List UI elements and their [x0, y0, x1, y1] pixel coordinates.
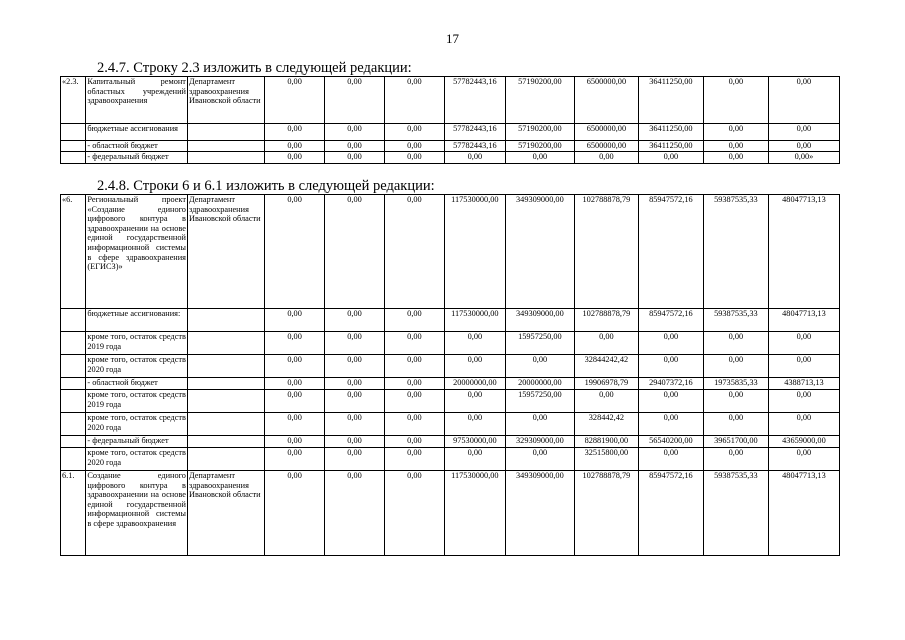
row-value-cell: 0,00	[325, 436, 385, 448]
table-row	[61, 355, 840, 378]
row-value-cell: 57782443,16	[444, 141, 505, 152]
row-value-cell: 15957250,00	[505, 390, 574, 413]
row-value-cell: 349309000,00	[505, 195, 574, 309]
row-value-cell: 328442,42	[574, 413, 638, 436]
row-value-cell: 0,00	[265, 309, 325, 332]
row-name-cell: кроме того, остаток средств 2020 года	[86, 355, 188, 378]
row-value-cell: 0,00	[325, 124, 385, 141]
row-value-cell: 57190200,00	[505, 77, 574, 124]
row-value-cell: 59387535,33	[703, 471, 768, 556]
row-value-cell: 0,00	[703, 413, 768, 436]
row-value-cell: 56540200,00	[638, 436, 703, 448]
table-row	[61, 448, 840, 471]
row-value-cell: 0,00	[768, 77, 839, 124]
row-value-cell: 0,00	[384, 332, 444, 355]
row-value-cell: 0,00	[325, 152, 385, 164]
row-value-cell: 0,00	[325, 141, 385, 152]
row-executor-cell	[187, 309, 264, 332]
row-value-cell: 0,00	[265, 332, 325, 355]
row-value-cell: 0,00	[384, 448, 444, 471]
row-value-cell: 329309000,00	[505, 436, 574, 448]
row-value-cell: 48047713,13	[768, 195, 839, 309]
row-value-cell: 0,00	[768, 332, 839, 355]
row-value-cell: 43659000,00	[768, 436, 839, 448]
row-value-cell: 0,00	[384, 152, 444, 164]
table-row	[61, 413, 840, 436]
row-value-cell: 0,00»	[768, 152, 839, 164]
row-value-cell: 48047713,13	[768, 471, 839, 556]
row-value-cell: 0,00	[638, 413, 703, 436]
row-number-cell: 6.1.	[61, 471, 86, 556]
row-value-cell: 0,00	[703, 124, 768, 141]
row-value-cell: 0,00	[768, 448, 839, 471]
row-value-cell: 0,00	[265, 77, 325, 124]
row-value-cell: 0,00	[325, 195, 385, 309]
row-value-cell: 19735835,33	[703, 378, 768, 390]
table-row	[61, 195, 840, 309]
row-value-cell: 0,00	[384, 77, 444, 124]
row-number-cell	[61, 355, 86, 378]
row-value-cell: 0,00	[444, 390, 505, 413]
row-value-cell: 29407372,16	[638, 378, 703, 390]
row-executor-cell	[187, 124, 264, 141]
row-value-cell: 0,00	[265, 152, 325, 164]
row-value-cell: 0,00	[444, 332, 505, 355]
row-executor-cell	[187, 332, 264, 355]
row-executor-cell: Департамент здравоохранения Ивановской области	[187, 195, 264, 309]
row-value-cell: 0,00	[384, 141, 444, 152]
row-number-cell	[61, 413, 86, 436]
row-name-cell: бюджетные ассигнования	[86, 124, 188, 141]
row-executor-cell	[187, 448, 264, 471]
row-value-cell: 20000000,00	[505, 378, 574, 390]
row-value-cell: 0,00	[325, 309, 385, 332]
row-value-cell: 117530000,00	[444, 309, 505, 332]
row-number-cell	[61, 309, 86, 332]
row-number-cell	[61, 152, 86, 164]
row-value-cell: 0,00	[703, 152, 768, 164]
row-executor-cell	[187, 378, 264, 390]
row-value-cell: 0,00	[703, 390, 768, 413]
row-name-cell: - областной бюджет	[86, 378, 188, 390]
table-row	[61, 152, 840, 164]
row-number-cell: «6.	[61, 195, 86, 309]
row-number-cell: «2.3.	[61, 77, 86, 124]
row-value-cell: 32844242,42	[574, 355, 638, 378]
section-heading-2-4-8: 2.4.8. Строки 6 и 6.1 изложить в следующей редакции:	[97, 178, 435, 194]
row-value-cell: 0,00	[703, 355, 768, 378]
row-number-cell	[61, 332, 86, 355]
page-number: 17	[446, 31, 459, 46]
row-value-cell: 0,00	[265, 471, 325, 556]
row-value-cell: 0,00	[505, 152, 574, 164]
row-value-cell: 97530000,00	[444, 436, 505, 448]
table-row	[61, 471, 840, 556]
row-value-cell: 85947572,16	[638, 471, 703, 556]
table-rows-6-6-1	[60, 194, 840, 556]
row-value-cell: 0,00	[638, 448, 703, 471]
row-number-cell	[61, 141, 86, 152]
row-executor-cell	[187, 355, 264, 378]
row-name-cell: Создание единого цифрового контура в здравоохранении на основе единой государственной информационной системы в сфере здравоохранения	[86, 471, 188, 556]
row-value-cell: 85947572,16	[638, 309, 703, 332]
row-value-cell: 349309000,00	[505, 471, 574, 556]
row-value-cell: 0,00	[703, 332, 768, 355]
table-row	[61, 390, 840, 413]
row-executor-cell	[187, 436, 264, 448]
row-name-cell: кроме того, остаток средств 2020 года	[86, 413, 188, 436]
row-executor-cell	[187, 390, 264, 413]
row-value-cell: 0,00	[703, 141, 768, 152]
row-value-cell: 117530000,00	[444, 471, 505, 556]
row-executor-cell	[187, 141, 264, 152]
row-name-cell: - федеральный бюджет	[86, 436, 188, 448]
row-value-cell: 0,00	[638, 390, 703, 413]
row-value-cell: 0,00	[444, 152, 505, 164]
row-value-cell: 0,00	[265, 355, 325, 378]
row-value-cell: 0,00	[265, 378, 325, 390]
row-value-cell: 0,00	[325, 355, 385, 378]
table-row	[61, 77, 840, 124]
row-value-cell: 59387535,33	[703, 309, 768, 332]
row-value-cell: 0,00	[265, 141, 325, 152]
row-value-cell: 0,00	[325, 390, 385, 413]
row-value-cell: 6500000,00	[574, 141, 638, 152]
row-value-cell: 82881900,00	[574, 436, 638, 448]
row-value-cell: 0,00	[505, 448, 574, 471]
table-row	[61, 124, 840, 141]
row-value-cell: 0,00	[384, 124, 444, 141]
row-value-cell: 6500000,00	[574, 77, 638, 124]
row-number-cell	[61, 436, 86, 448]
row-value-cell: 0,00	[384, 355, 444, 378]
row-value-cell: 39651700,00	[703, 436, 768, 448]
row-value-cell: 0,00	[638, 152, 703, 164]
row-value-cell: 15957250,00	[505, 332, 574, 355]
row-value-cell: 0,00	[384, 390, 444, 413]
row-value-cell: 0,00	[265, 390, 325, 413]
row-value-cell: 0,00	[384, 378, 444, 390]
row-value-cell: 102788878,79	[574, 471, 638, 556]
row-name-cell: кроме того, остаток средств 2019 года	[86, 332, 188, 355]
row-value-cell: 36411250,00	[638, 141, 703, 152]
row-value-cell: 20000000,00	[444, 378, 505, 390]
table-row	[61, 436, 840, 448]
row-executor-cell: Департамент здравоохранения Ивановской области	[187, 471, 264, 556]
row-name-cell: - федеральный бюджет	[86, 152, 188, 164]
row-value-cell: 0,00	[384, 471, 444, 556]
row-value-cell: 57190200,00	[505, 124, 574, 141]
row-value-cell: 349309000,00	[505, 309, 574, 332]
row-value-cell: 117530000,00	[444, 195, 505, 309]
row-value-cell: 0,00	[325, 471, 385, 556]
row-value-cell: 0,00	[505, 355, 574, 378]
row-value-cell: 0,00	[265, 124, 325, 141]
row-value-cell: 0,00	[574, 332, 638, 355]
row-value-cell: 59387535,33	[703, 195, 768, 309]
row-value-cell: 0,00	[768, 124, 839, 141]
table-row	[61, 141, 840, 152]
row-value-cell: 0,00	[384, 309, 444, 332]
row-number-cell	[61, 390, 86, 413]
row-value-cell: 0,00	[638, 332, 703, 355]
row-value-cell: 0,00	[768, 141, 839, 152]
row-value-cell: 57190200,00	[505, 141, 574, 152]
row-value-cell: 6500000,00	[574, 124, 638, 141]
row-value-cell: 0,00	[325, 77, 385, 124]
row-value-cell: 0,00	[444, 355, 505, 378]
row-number-cell	[61, 124, 86, 141]
row-value-cell: 36411250,00	[638, 77, 703, 124]
row-name-cell: кроме того, остаток средств 2019 года	[86, 390, 188, 413]
row-value-cell: 0,00	[703, 77, 768, 124]
section-heading-2-4-7: 2.4.7. Строку 2.3 изложить в следующей редакции:	[97, 60, 412, 76]
row-name-cell: Капитальный ремонт областных учреждений здравоохранения	[86, 77, 188, 124]
row-name-cell: Региональный проект «Создание единого цифрового контура в здравоохранении на основе единой государственной информационной системы в сфере здравоохранения (ЕГИСЗ)»	[86, 195, 188, 309]
row-executor-cell	[187, 152, 264, 164]
row-number-cell	[61, 378, 86, 390]
row-value-cell: 0,00	[265, 195, 325, 309]
table-row-2-3	[60, 76, 840, 164]
row-value-cell: 102788878,79	[574, 309, 638, 332]
row-name-cell: - областной бюджет	[86, 141, 188, 152]
row-value-cell: 0,00	[574, 390, 638, 413]
row-value-cell: 0,00	[265, 448, 325, 471]
row-value-cell: 0,00	[768, 355, 839, 378]
table-row	[61, 309, 840, 332]
row-value-cell: 0,00	[444, 448, 505, 471]
row-value-cell: 0,00	[384, 413, 444, 436]
table-row	[61, 378, 840, 390]
row-value-cell: 36411250,00	[638, 124, 703, 141]
row-value-cell: 0,00	[768, 390, 839, 413]
row-value-cell: 0,00	[325, 332, 385, 355]
row-value-cell: 0,00	[325, 448, 385, 471]
row-value-cell: 57782443,16	[444, 77, 505, 124]
row-value-cell: 48047713,13	[768, 309, 839, 332]
row-value-cell: 0,00	[384, 436, 444, 448]
row-value-cell: 102788878,79	[574, 195, 638, 309]
row-executor-cell	[187, 413, 264, 436]
row-value-cell: 0,00	[265, 436, 325, 448]
row-value-cell: 0,00	[768, 413, 839, 436]
row-value-cell: 0,00	[638, 355, 703, 378]
row-value-cell: 0,00	[574, 152, 638, 164]
row-value-cell: 0,00	[444, 413, 505, 436]
row-value-cell: 0,00	[703, 448, 768, 471]
row-name-cell: кроме того, остаток средств 2020 года	[86, 448, 188, 471]
row-value-cell: 32515800,00	[574, 448, 638, 471]
row-value-cell: 0,00	[325, 378, 385, 390]
row-executor-cell: Департамент здравоохранения Ивановской области	[187, 77, 264, 124]
row-value-cell: 0,00	[505, 413, 574, 436]
row-value-cell: 19906978,79	[574, 378, 638, 390]
row-value-cell: 0,00	[325, 413, 385, 436]
table-row	[61, 332, 840, 355]
row-value-cell: 0,00	[265, 413, 325, 436]
row-name-cell: бюджетные ассигнования:	[86, 309, 188, 332]
row-value-cell: 85947572,16	[638, 195, 703, 309]
row-number-cell	[61, 448, 86, 471]
row-value-cell: 57782443,16	[444, 124, 505, 141]
row-value-cell: 0,00	[384, 195, 444, 309]
row-value-cell: 4388713,13	[768, 378, 839, 390]
